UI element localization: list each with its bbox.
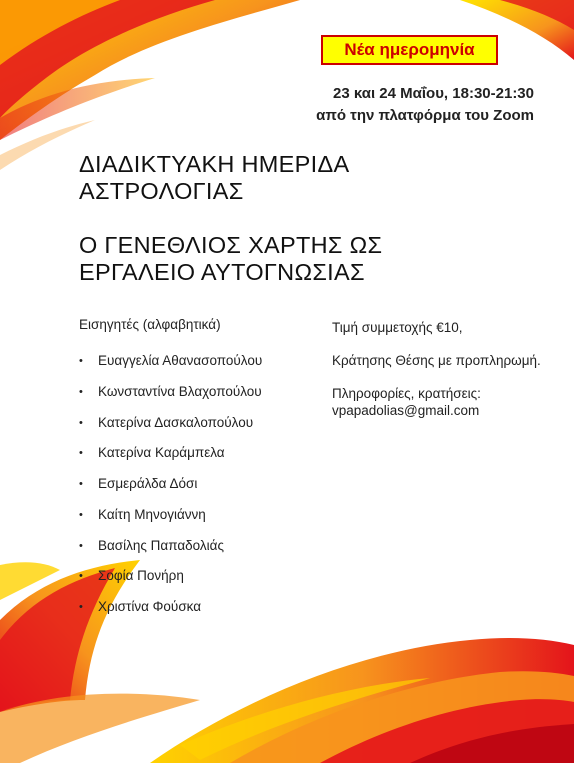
speaker-item xyxy=(79,538,262,569)
registration-info xyxy=(332,319,562,435)
speaker-item xyxy=(79,353,262,384)
bullet-icon: • xyxy=(79,447,83,460)
event-dates: 23 και 24 Μαΐου, 18:30-21:30 xyxy=(333,85,534,102)
speakers-header: Εισηγητές (αλφαβητικά) xyxy=(79,317,221,332)
reservation-text: Κράτησης Θέσης με προπληρωμή. xyxy=(332,353,541,368)
title-line-2: ΑΣΤΡΟΛΟΓΙΑΣ xyxy=(79,178,244,204)
speaker-item xyxy=(79,568,262,599)
speaker-name: Καίτη Μηνογιάννη xyxy=(98,506,206,522)
speaker-name: Ευαγγελία Αθανασοπούλου xyxy=(98,353,263,368)
contact-block xyxy=(332,385,562,419)
bullet-icon: • xyxy=(79,478,83,490)
contact-email[interactable]: vpapadolias@gmail.com xyxy=(332,403,480,418)
bullet-icon: • xyxy=(79,385,83,398)
speaker-item xyxy=(79,507,262,538)
speaker-item xyxy=(79,384,262,415)
bullet-icon: • xyxy=(79,508,83,521)
bullet-icon: • xyxy=(79,601,83,613)
speaker-list xyxy=(79,353,262,630)
speaker-name: Χριστίνα Φούσκα xyxy=(98,599,202,614)
contact-label: Πληροφορίες, κρατήσεις: xyxy=(332,386,481,401)
speaker-name: Κατερίνα Καράμπελα xyxy=(98,445,225,461)
title-line-3: Ο ΓΕΝΕΘΛΙΟΣ ΧΑΡΤΗΣ ΩΣ xyxy=(79,232,383,258)
speaker-item xyxy=(79,599,262,630)
price-text: Τιμή συμμετοχής €10, xyxy=(332,320,463,335)
speaker-name: Βασίλης Παπαδολιάς xyxy=(98,537,224,553)
speaker-name: Κωνσταντίνα Βλαχοπούλου xyxy=(98,383,262,399)
event-platform: από την πλατφόρμα του Zoom xyxy=(316,107,534,124)
speaker-item xyxy=(79,445,262,476)
title-line-4: ΕΡΓΑΛΕΙΟ ΑΥΤΟΓΝΩΣΙΑΣ xyxy=(79,259,365,285)
bullet-icon: • xyxy=(79,416,83,429)
speaker-name: Κατερίνα Δασκαλοπούλου xyxy=(98,414,254,430)
new-date-badge: Νέα ημερομηνία xyxy=(321,35,498,65)
speaker-name: Σοφία Πονήρη xyxy=(98,568,184,584)
event-title xyxy=(79,151,519,286)
speaker-item xyxy=(79,476,262,507)
speaker-name: Εσμεράλδα Δόσι xyxy=(98,476,198,491)
speaker-item xyxy=(79,415,262,446)
bullet-icon: • xyxy=(79,355,83,367)
bullet-icon: • xyxy=(79,570,83,583)
title-line-1: ΔΙΑΔΙΚΤΥΑΚΗ ΗΜΕΡΙΔΑ xyxy=(79,151,350,177)
event-datetime-block xyxy=(316,83,534,127)
bullet-icon: • xyxy=(79,539,83,552)
